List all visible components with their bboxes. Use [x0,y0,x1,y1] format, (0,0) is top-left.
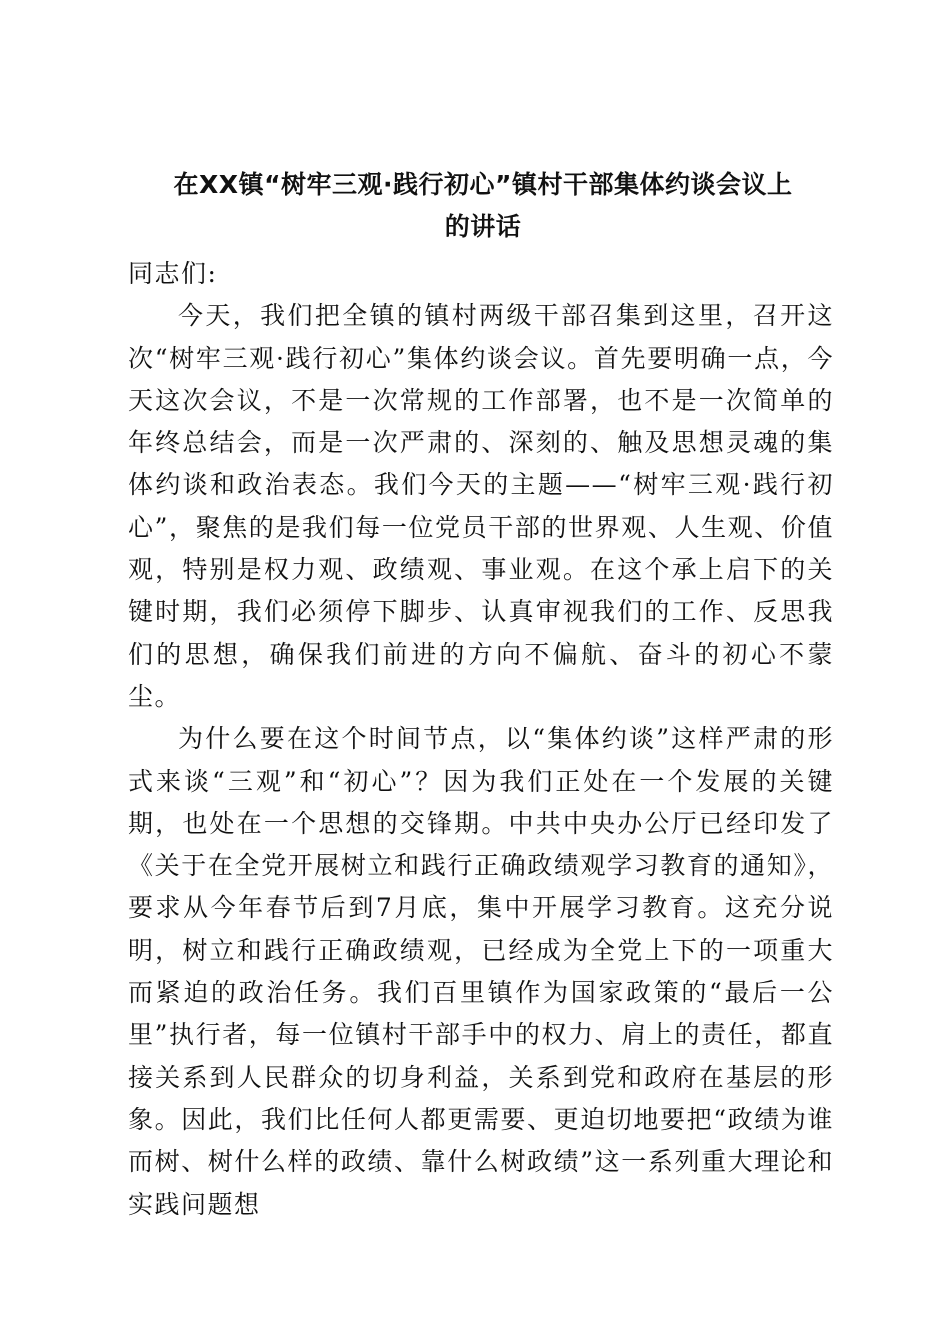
paragraph-1: 今天，我们把全镇的镇村两级干部召集到这里，召开这次“树牢三观·践行初心”集体约谈会议。首先要明确一点，今天这次会议，不是一次常规的工作部署，也不是一次简单的年终总结会，而是一次严肃的、深刻的、触及思想灵魂的集体约谈和政治表态。我们今天的主题——“树牢三观·践行初心”，聚焦的是我们每一位党员干部的世界观、人生观、价值观，特别是权力观、政绩观、事业观。在这个承上启下的关键时期，我们必须停下脚步、认真审视我们的工作、反思我们的思想，确保我们前进的方向不偏航、奋斗的初心不蒙尘。 [128,301,834,711]
document-title-line2: 的讲话 [444,212,522,241]
document-title-line1: 在XX镇“树牢三观·践行初心”镇村干部集体约谈会议上 [173,170,793,199]
salutation: 同志们: [128,259,218,288]
document-body [128,253,834,1226]
paragraph-2: 为什么要在这个时间节点，以“集体约谈”这样严肃的形式来谈“三观”和“初心”？因为我们正处在一个发展的关键期，也处在一个思想的交锋期。中共中央办公厅已经印发了《关于在全党开展树立和践行正确政绩观学习教育的通知》，要求从今年春节后到7月底，集中开展学习教育。这充分说明，树立和践行正确政绩观，已经成为全党上下的一项重大而紧迫的政治任务。我们百里镇作为国家政策的“最后一公里”执行者，每一位镇村干部手中的权力、肩上的责任，都直接关系到人民群众的切身利益，关系到党和政府在基层的形象。因此，我们比任何人都更需要、更迫切地要把“政绩为谁而树、树什么样的政绩、靠什么树政绩”这一系列重大理论和实践问题想 [128,724,834,1219]
